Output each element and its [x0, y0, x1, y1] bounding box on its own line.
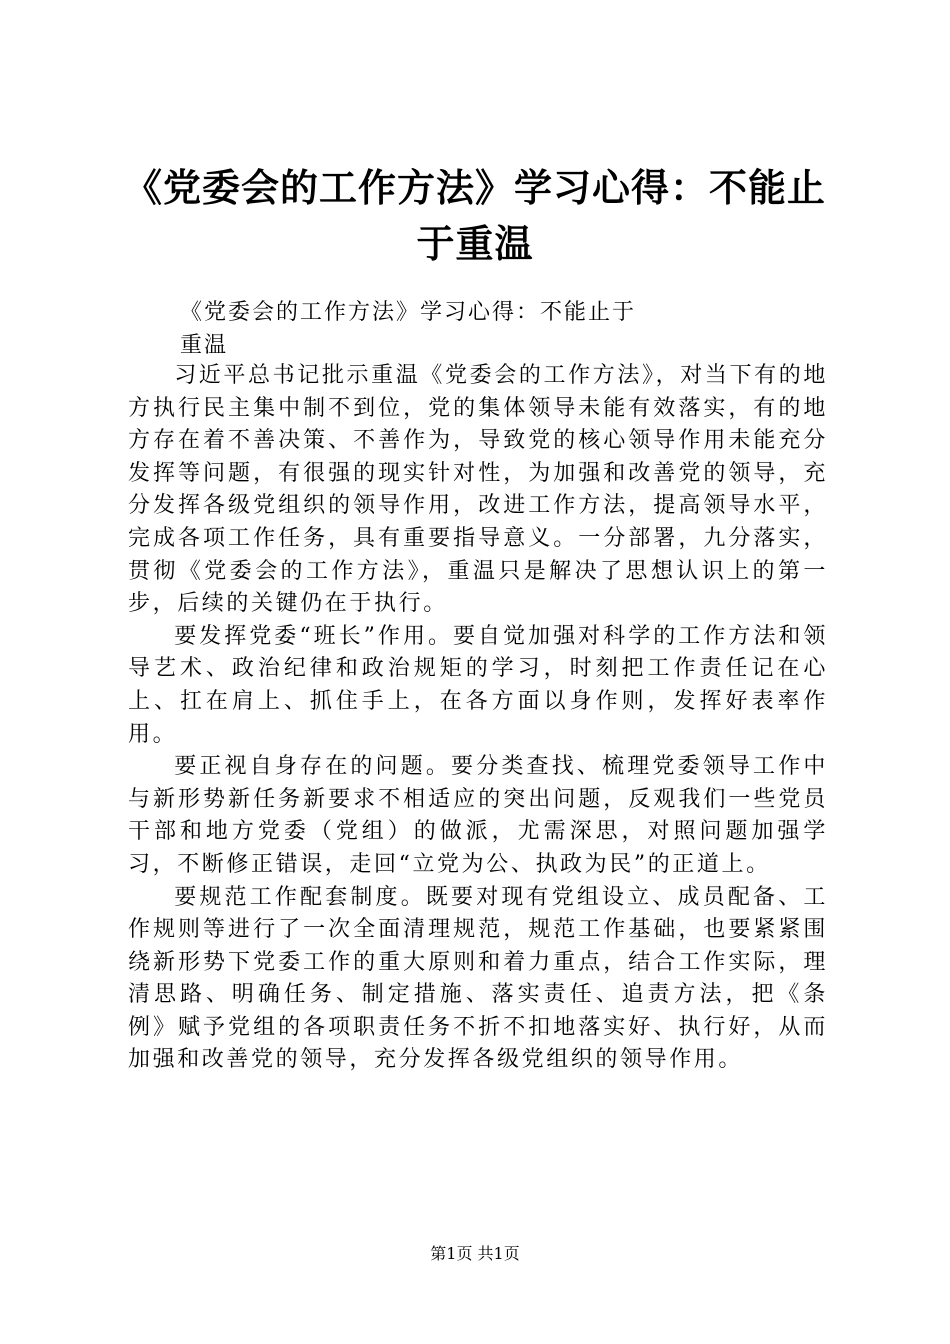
page-footer: 第1页 共1页: [430, 1244, 520, 1263]
document-body: [128, 360, 828, 1077]
document-subtitle: 《党委会的工作方法》学习心得：不能止于重温: [180, 300, 637, 358]
paragraph: 习近平总书记批示重温《党委会的工作方法》，对当下有的地方执行民主集中制不到位，党的集体领导未能有效落实，有的地方存在着不善决策、不善作为，导致党的核心领导作用未能充分发挥等问题，有很强的现实针对性，为加强和改善党的领导，充分发挥各级党组织的领导作用，改进工作方法，提高领导水平，完成各项工作任务，具有重要指导意义。一分部署，九分落实，贯彻《党委会的工作方法》，重温只是解决了思想认识上的第一步，后续的关键仍在于执行。: [128, 363, 828, 617]
paragraph: 要发挥党委“班长”作用。要自觉加强对科学的工作方法和领导艺术、政治纪律和政治规矩的学习，时刻把工作责任记在心上、扛在肩上、抓住手上，在各方面以身作则，发挥好表率作用。: [128, 623, 828, 747]
paragraph: 要规范工作配套制度。既要对现有党组设立、成员配备、工作规则等进行了一次全面清理规范，规范工作基础，也要紧紧围绕新形势下党委工作的重大原则和着力重点，结合工作实际，理清思路、明确任务、制定措施、落实责任、追责方法，把《条例》赋予党组的各项职责任务不折不扣地落实好、执行好，从而加强和改善党的领导，充分发挥各级党组织的领导作用。: [128, 884, 828, 1073]
paragraph: 要正视自身存在的问题。要分类查找、梳理党委领导工作中与新形势新任务新要求不相适应的突出问题，反观我们一些党员干部和地方党委（党组）的做派，尤需深思，对照问题加强学习，不断修正错误，走回“立党为公、执政为民”的正道上。: [128, 754, 828, 877]
document-title: 《党委会的工作方法》学习心得：不能止于重温: [123, 166, 826, 266]
